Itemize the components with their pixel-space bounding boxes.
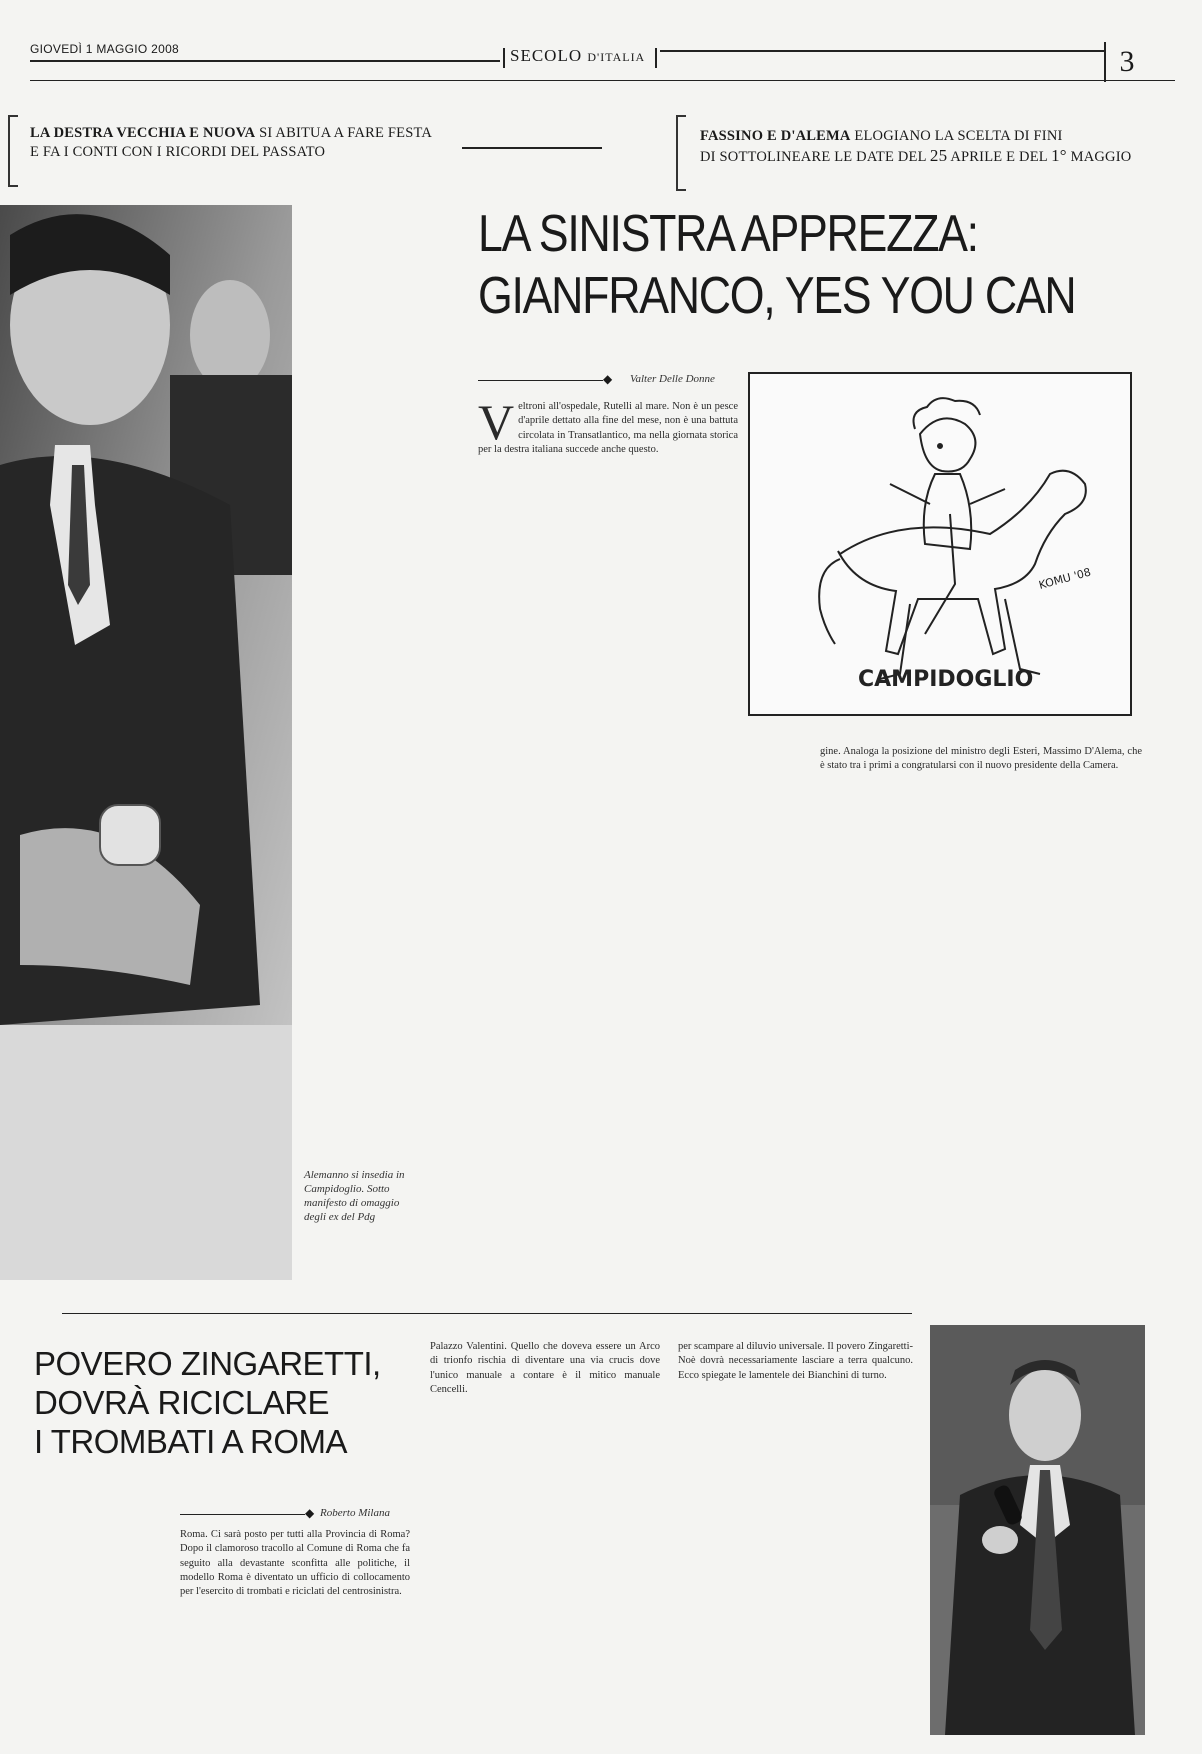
main-headline-line2: GIANFRANCO, YES YOU CAN [478, 267, 1076, 325]
byline-rule [478, 380, 603, 381]
section-divider [62, 1313, 912, 1314]
photo-illustration [0, 205, 292, 1280]
second-column3-text: per scampare al diluvio universale. Il povero Zingaretti-Noè dovrà necessariamente lasciare a terra qualcuno. Ecco spiegate le lamentele dei Bianchini di turno. [678, 1341, 913, 1381]
cartoon-signature: KOMU '08 [1037, 565, 1093, 592]
cartoon-rider-icon [750, 374, 1126, 710]
kicker-right-line2-post: MAGGIO [1070, 149, 1132, 165]
kicker-left-rest: SI ABITUA A FARE FESTA [259, 125, 433, 141]
main-headline-line1: LA SINISTRA APPREZZA: [478, 205, 978, 263]
kicker-right-bold: FASSINO E D'ALEMA [700, 128, 851, 144]
second-article-column-3 [678, 1340, 913, 1745]
cartoon-label: CAMPIDOGLIO [858, 667, 1034, 692]
main-column1-text: eltroni all'ospedale, Rutelli al mare. Non è un pesce d'aprile dettato alla fine del mese, non è una battuta circolata in Transatlantico, ma nella giornata storica per la destra italiana succede anche questo. [478, 401, 738, 455]
article-photo-zingaretti [930, 1325, 1145, 1735]
kicker-right [700, 127, 1180, 167]
second-article-column-1 [180, 1528, 410, 1748]
dropcap-letter: V [478, 400, 515, 450]
newspaper-title-main: SECOLO [510, 46, 583, 65]
kicker-right-rest: ELOGIANO LA SCELTA DI FINI [854, 128, 1063, 144]
second-headline-line3: I TROMBATI A ROMA [34, 1423, 347, 1460]
second-headline-line2: DOVRÀ RICICLARE [34, 1384, 330, 1421]
kicker-right-num1: 25 [929, 146, 948, 165]
main-article-column-2 [820, 745, 1142, 1285]
photo-caption: Alemanno si insedia in Campidoglio. Sotto manifesto di omaggio degli ex del Pdg [304, 1169, 405, 1223]
second-byline-rule [180, 1514, 305, 1515]
page-number: 3 [1104, 42, 1148, 82]
kicker-left-line2: E FA I CONTI CON I RICORDI DEL PASSATO [30, 144, 326, 160]
kicker-left-bracket [8, 115, 18, 187]
masthead-underline [30, 80, 1175, 81]
kicker-left [30, 124, 470, 162]
second-article-column-2 [430, 1340, 660, 1745]
second-headline [34, 1344, 424, 1461]
kicker-right-num2: 1° [1051, 146, 1067, 165]
main-byline: Valter Delle Donne [630, 373, 715, 385]
kicker-right-bracket [676, 115, 686, 191]
second-byline-diamond-icon: ◆ [305, 1506, 315, 1520]
second-column2-text: Palazzo Valentini. Quello che doveva essere un Arco di trionfo rischia di diventare una via crucis dove l'unico manuale a contare è il mitico manuale Cencelli. [430, 1341, 660, 1395]
masthead-divider-right [655, 48, 657, 68]
article-photo-alemanno [0, 205, 292, 1280]
newspaper-title [510, 46, 645, 66]
masthead-rule-right [660, 50, 1105, 52]
newspaper-title-small: D'ITALIA [587, 50, 646, 64]
second-byline: Roberto Milana [320, 1507, 390, 1519]
kicker-left-bold: LA DESTRA VECCHIA E NUOVA [30, 125, 256, 141]
kicker-right-line2-pre: DI SOTTOLINEARE LE DATE DEL [700, 149, 927, 165]
kicker-left-rule [462, 147, 602, 149]
main-article-column-1 [478, 400, 738, 1280]
main-column2-text: gine. Analoga la posizione del ministro degli Esteri, Massimo D'Alema, che è stato tra i primi a congratularsi con il nuovo presidente della Camera. [820, 746, 1142, 772]
masthead-rule-left [30, 60, 500, 62]
kicker-right-line2-mid: APRILE E DEL [950, 149, 1048, 165]
main-headline [478, 203, 1080, 327]
masthead-divider [503, 48, 505, 68]
second-column1-text: Roma. Ci sarà posto per tutti alla Provincia di Roma? Dopo il clamoroso tracollo al Comune di Roma che fa seguito alla devastante sconfitta alle politiche, il modello Roma è diventato un ufficio di collocamento per l'esercito di trombati e riciclati del centrosinistra. [180, 1529, 410, 1598]
second-headline-line1: POVERO ZINGARETTI, [34, 1345, 381, 1382]
byline-diamond-icon: ◆ [603, 372, 613, 386]
cartoon-box [748, 372, 1132, 716]
photo-illustration-2 [930, 1325, 1145, 1735]
issue-date: GIOVEDÌ 1 MAGGIO 2008 [30, 42, 180, 56]
